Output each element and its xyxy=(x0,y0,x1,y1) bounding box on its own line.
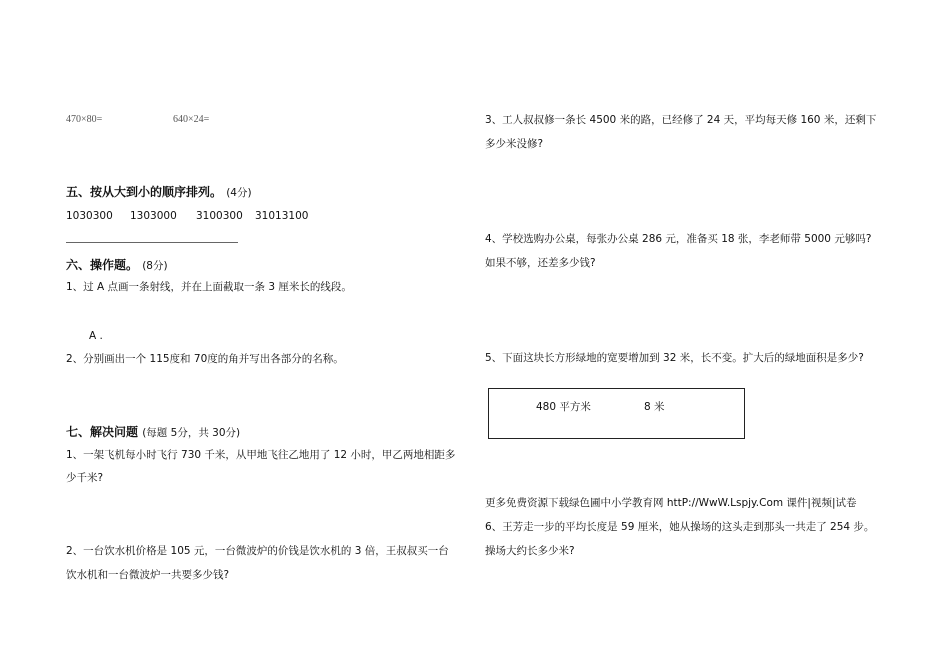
section5-title: 五、按从大到小的顺序排列。 xyxy=(66,185,223,199)
answer-line xyxy=(66,242,238,243)
section6-points: (8分) xyxy=(142,260,168,272)
section7-title: 七、解决问题 xyxy=(66,425,139,439)
q3-line2: 多少米没修? xyxy=(485,138,544,150)
q3-line1: 3、工人叔叔修一条长 4500 米的路，已经修了 24 天，平均每天修 160 米，还剩下 xyxy=(485,114,877,126)
section6-heading xyxy=(66,258,168,273)
calc-item-2: 640×24= xyxy=(173,114,210,125)
rectangle-area-label: 480 平方米 xyxy=(536,401,591,413)
rectangle-width-label: 8 米 xyxy=(644,401,665,413)
section7-q2-line1: 2、一台饮水机价格是 105 元，一台微波炉的价钱是饮水机的 3 倍，王叔叔买一台 xyxy=(66,545,449,557)
rectangle-field-diagram xyxy=(488,388,745,439)
section7-q1-line2: 少千米? xyxy=(66,472,104,484)
section7-points: (每题 5分，共 30分) xyxy=(142,427,241,439)
number-1: 1030300 xyxy=(66,210,113,222)
number-4: 31013100 xyxy=(255,210,309,222)
point-a-label: A . xyxy=(89,330,103,342)
section5-heading xyxy=(66,185,252,200)
section6-q2: 2、分别画出一个 115度和 70度的角并写出各部分的名称。 xyxy=(66,353,344,365)
q6-line1: 6、王芳走一步的平均长度是 59 厘米，她从操场的这头走到那头一共走了 254 步。 xyxy=(485,521,875,533)
q6-line2: 操场大约长多少米? xyxy=(485,545,575,557)
section7-heading xyxy=(66,425,240,440)
section6-title: 六、操作题。 xyxy=(66,258,139,272)
calc-item-1: 470×80= xyxy=(66,114,103,125)
section7-q1-line1: 1、一架飞机每小时飞行 730 千米，从甲地飞往乙地用了 12 小时，甲乙两地相距多 xyxy=(66,449,456,461)
number-2: 1303000 xyxy=(130,210,177,222)
q4-line1: 4、学校选购办公桌，每张办公桌 286 元，准备买 18 张，李老师带 5000 元够吗? xyxy=(485,233,872,245)
resource-ad: 更多免费资源下载绿色圃中小学教育网 httP://WwW.Lspjy.Com 课件|视频|试卷 xyxy=(485,497,857,509)
section7-q2-line2: 饮水机和一台微波炉一共要多少钱? xyxy=(66,569,230,581)
section5-points: (4分) xyxy=(226,187,252,199)
q5-text: 5、下面这块长方形绿地的宽要增加到 32 米，长不变。扩大后的绿地面积是多少? xyxy=(485,352,864,364)
number-3: 3100300 xyxy=(196,210,243,222)
section6-q1: 1、过 A 点画一条射线，并在上面截取一条 3 厘米长的线段。 xyxy=(66,281,352,293)
q4-line2: 如果不够，还差多少钱? xyxy=(485,257,596,269)
